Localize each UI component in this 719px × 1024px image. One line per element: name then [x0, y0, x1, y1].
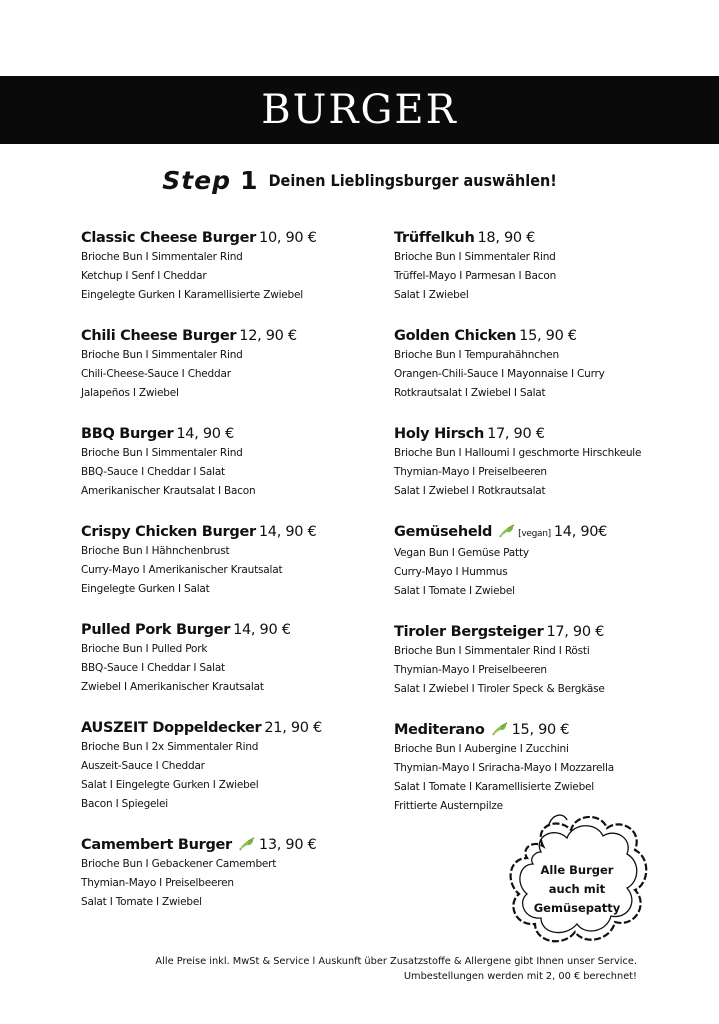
menu-item-ingredients: Salat I Eingelegte Gurken I Zwiebel — [81, 779, 259, 791]
menu-item-title — [81, 522, 381, 542]
menu-item-ingredients: Auszeit-Sauce I Cheddar — [81, 760, 205, 772]
footer-line-1: Alle Preise inkl. MwSt & Service l Auskunft über Zusatzstoffe & Allergene gibt Ihnen unser Service. — [155, 956, 637, 967]
menu-item-ingredients: Salat I Tomate I Karamellisierte Zwiebel — [394, 781, 595, 793]
vegan-tag: [vegan] — [518, 529, 551, 539]
menu-item-title — [81, 835, 381, 855]
step-number: 1 — [240, 166, 258, 195]
menu-item-ingredients: Salat I Zwiebel — [394, 289, 469, 301]
leaf-icon — [238, 836, 256, 852]
menu-item — [81, 522, 381, 599]
menu-item-price: 17, 90 € — [546, 624, 604, 640]
menu-item-ingredients: Brioche Bun I Aubergine I Zucchini — [394, 743, 569, 755]
menu-item-name: AUSZEIT Doppeldecker — [81, 720, 262, 736]
menu-item-title — [394, 326, 694, 346]
step-label: Step — [162, 166, 231, 195]
menu-item — [81, 228, 381, 305]
menu-item-ingredients: Brioche Bun I Halloumi I geschmorte Hirschkeule — [394, 447, 642, 459]
menu-item-name: Classic Cheese Burger — [81, 230, 257, 246]
menu-item-name: BBQ Burger — [81, 426, 174, 442]
cloud-line: auch mit — [548, 882, 606, 896]
menu-item-ingredients: Jalapeños I Zwiebel — [81, 387, 179, 399]
menu-item-ingredients: Brioche Bun I Gebackener Camembert — [81, 858, 277, 870]
menu-item-ingredients: Orangen-Chili-Sauce I Mayonnaise I Curry — [394, 368, 605, 380]
menu-item-ingredients: Salat I Zwiebel I Tiroler Speck & Bergkäse — [394, 683, 605, 695]
cloud-line: Alle Burger — [540, 863, 614, 877]
footer-line-2: Umbestellungen werden mit 2, 00 € berechnet! — [403, 971, 637, 982]
menu-item-title — [394, 522, 694, 544]
menu-item-ingredients: Salat I Tomate I Zwiebel — [81, 896, 202, 908]
menu-item-price: 15, 90 € — [519, 328, 577, 344]
menu-item-price: 14, 90€ — [553, 524, 608, 540]
menu-item — [81, 424, 381, 501]
menu-item-ingredients: Bacon I Spiegelei — [81, 798, 168, 810]
menu-item-title — [81, 424, 381, 444]
footer-note — [155, 954, 637, 984]
menu-item-ingredients: Brioche Bun I Simmentaler Rind — [81, 251, 243, 263]
menu-item-price: 13, 90 € — [258, 837, 317, 853]
menu-item — [81, 326, 381, 403]
menu-item-title — [81, 228, 381, 248]
menu-item-name: Gemüseheld — [394, 524, 493, 540]
menu-item-ingredients: Trüffel-Mayo I Parmesan I Bacon — [394, 270, 557, 282]
menu-item — [394, 424, 694, 501]
menu-item-name: Holy Hirsch — [394, 426, 485, 442]
menu-item — [394, 522, 694, 601]
menu-item-ingredients: Salat I Zwiebel I Rotkrautsalat — [394, 485, 546, 497]
menu-item-price: 18, 90 € — [477, 230, 536, 246]
menu-item-name: Crispy Chicken Burger — [81, 524, 256, 540]
menu-item-title — [394, 720, 694, 740]
step-heading — [0, 166, 719, 195]
menu-item-ingredients: Thymian-Mayo I Sriracha-Mayo I Mozzarella — [394, 762, 614, 774]
menu-item-price: 10, 90 € — [259, 230, 317, 246]
menu-item-ingredients: Brioche Bun I Simmentaler Rind — [81, 349, 243, 361]
menu-item-ingredients: BBQ-Sauce I Cheddar I Salat — [81, 662, 225, 674]
menu-item-ingredients: Brioche Bun I Simmentaler Rind — [394, 251, 556, 263]
menu-item-ingredients: Vegan Bun I Gemüse Patty — [394, 547, 529, 559]
menu-item-ingredients: Rotkrautsalat I Zwiebel I Salat — [394, 387, 546, 399]
menu-item-title — [394, 424, 694, 444]
menu-item-ingredients: BBQ-Sauce I Cheddar I Salat — [81, 466, 225, 478]
menu-item-price: 14, 90 € — [258, 524, 317, 540]
menu-item-ingredients: Brioche Bun I 2x Simmentaler Rind — [81, 741, 259, 753]
menu-item-name: Pulled Pork Burger — [81, 622, 231, 638]
menu-item — [394, 720, 694, 816]
menu-item-ingredients: Curry-Mayo I Amerikanischer Krautsalat — [81, 564, 283, 576]
menu-item-ingredients: Eingelegte Gurken I Karamellisierte Zwiebel — [81, 289, 303, 301]
menu-item-ingredients: Brioche Bun I Hähnchenbrust — [81, 545, 230, 557]
menu-item — [81, 718, 381, 814]
header-banner — [0, 76, 719, 144]
cloud-badge-text — [523, 861, 631, 918]
menu-column-left — [81, 228, 381, 933]
menu-item — [394, 228, 694, 305]
menu-item-ingredients: Brioche Bun I Pulled Pork — [81, 643, 208, 655]
menu-item-name: Golden Chicken — [394, 328, 517, 344]
menu-item-ingredients: Thymian-Mayo I Preiselbeeren — [394, 466, 547, 478]
menu-item-price: 14, 90 € — [233, 622, 291, 638]
menu-item-title — [81, 620, 381, 640]
menu-item-title — [81, 718, 381, 738]
menu-item-price: 12, 90 € — [239, 328, 297, 344]
menu-item-name: Camembert Burger — [81, 837, 232, 853]
menu-item — [394, 326, 694, 403]
menu-item-title — [394, 228, 694, 248]
leaf-icon — [498, 523, 516, 539]
menu-item-ingredients: Frittierte Austernpilze — [394, 800, 503, 812]
menu-item-price: 14, 90 € — [176, 426, 234, 442]
menu-item-ingredients: Amerikanischer Krautsalat I Bacon — [81, 485, 256, 497]
menu-item-ingredients: Brioche Bun I Tempurahähnchen — [394, 349, 559, 361]
menu-item-ingredients: Thymian-Mayo I Preiselbeeren — [81, 877, 234, 889]
menu-item-ingredients: Eingelegte Gurken I Salat — [81, 583, 210, 595]
menu-item-ingredients: Chili-Cheese-Sauce I Cheddar — [81, 368, 231, 380]
menu-item-name: Trüffelkuh — [394, 230, 475, 246]
menu-item-name: Mediterano — [394, 722, 485, 738]
menu-item-ingredients: Salat I Tomate I Zwiebel — [394, 585, 515, 597]
menu-item-name: Tiroler Bergsteiger — [394, 624, 544, 640]
cloud-line: Gemüsepatty — [533, 901, 621, 915]
leaf-icon — [491, 721, 509, 737]
menu-item — [81, 620, 381, 697]
menu-item-name: Chili Cheese Burger — [81, 328, 237, 344]
menu-item-title — [81, 326, 381, 346]
menu-item-ingredients: Ketchup I Senf I Cheddar — [81, 270, 207, 282]
menu-column-right — [394, 228, 694, 837]
menu-item-ingredients: Zwiebel I Amerikanischer Krautsalat — [81, 681, 264, 693]
menu-item-price: 21, 90 € — [264, 720, 322, 736]
page-title: BURGER — [261, 87, 458, 133]
menu-item-price: 17, 90 € — [487, 426, 545, 442]
step-instruction: Deinen Lieblingsburger auswählen! — [268, 171, 557, 190]
menu-item-price: 15, 90 € — [511, 722, 570, 738]
menu-item-title — [394, 622, 694, 642]
menu-item-ingredients: Brioche Bun I Simmentaler Rind — [81, 447, 243, 459]
menu-item-ingredients: Brioche Bun I Simmentaler Rind I Rösti — [394, 645, 590, 657]
menu-item-ingredients: Thymian-Mayo I Preiselbeeren — [394, 664, 547, 676]
menu-item-ingredients: Curry-Mayo I Hummus — [394, 566, 508, 578]
menu-item — [394, 622, 694, 699]
menu-item — [81, 835, 381, 912]
